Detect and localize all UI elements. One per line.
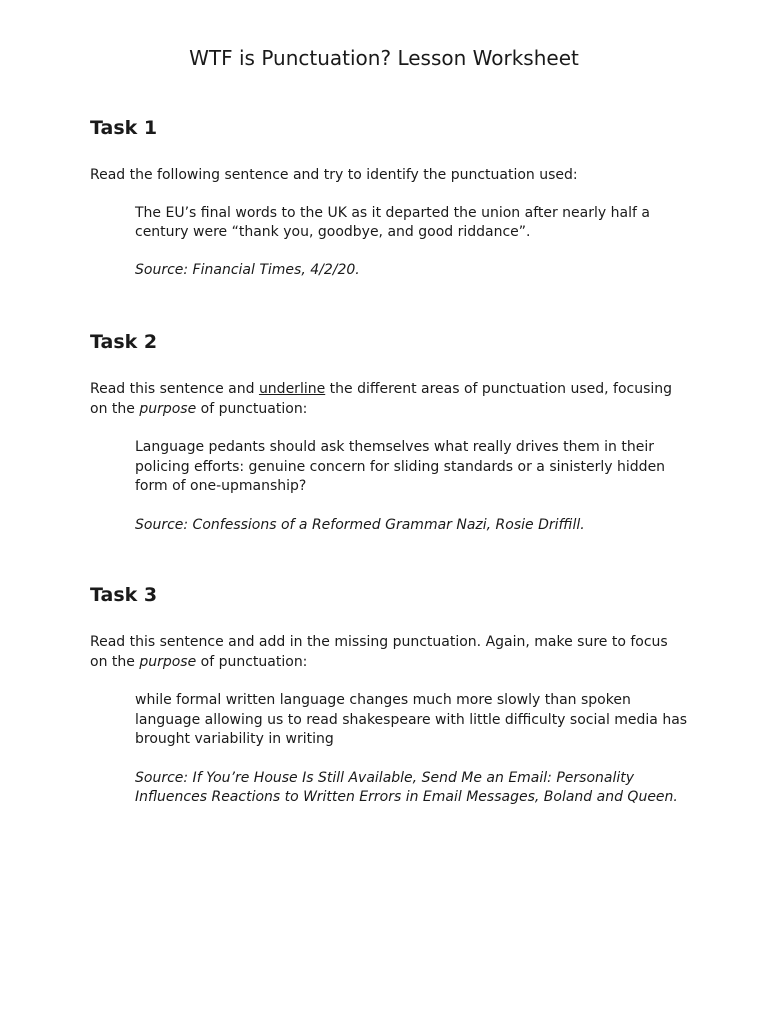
task-3-source: Source: If You’re House Is Still Available, Send Me an Email: Personality Influences Reactions to Written Errors in Email Messages, Boland and Queen. (135, 769, 678, 805)
task-2-instruction-post: of punctuation: (196, 400, 308, 417)
task-3-section (90, 582, 686, 808)
task-2-instruction (90, 380, 686, 419)
task-1-source: Source: Financial Times, 4/2/20. (135, 261, 360, 278)
task-2-instruction-italic: purpose (139, 400, 197, 417)
task-2-instruction-underlined: underline (258, 381, 326, 397)
task-3-instruction-post: of punctuation: (196, 653, 308, 670)
task-1-heading: Task 1 (90, 117, 158, 139)
task-1-section (90, 115, 686, 280)
document-title: WTF is Punctuation? Lesson Worksheet (189, 46, 579, 70)
task-1-quote-line-1: The EU’s final words to the UK as it departed the union after nearly half a (135, 204, 650, 221)
task-2-instruction-pre: Read this sentence and (90, 381, 259, 397)
task-2-quote: Language pedants should ask themselves what really drives them in their policing efforts: genuine concern for sliding standards or a sinisterly hidden form of one-upmanship? (135, 439, 666, 494)
task-3-instruction (90, 633, 686, 672)
task-3-instruction-pre: Read this sentence and add in the missing punctuation. Again, make sure to focus on the (90, 634, 668, 670)
task-2-source: Source: Confessions of a Reformed Grammar Nazi, Rosie Driffill. (135, 516, 585, 533)
task-1-quote-line-2: century were “thank you, goodbye, and good riddance”. (135, 224, 531, 240)
task-2-instruction-mid: the different areas of punctuation used, focusing on the (90, 381, 673, 417)
task-1-instruction: Read the following sentence and try to identify the punctuation used: (90, 167, 578, 183)
task-3-heading: Task 3 (90, 584, 158, 606)
task-3-quote: while formal written language changes much more slowly than spoken language allowing us to read shakespeare with little difficulty social media has brought variability in writing (135, 692, 688, 747)
task-2-heading: Task 2 (90, 331, 158, 353)
task-3-instruction-italic: purpose (139, 653, 197, 670)
task-2-section (90, 329, 686, 535)
task-1-quote (135, 204, 686, 243)
